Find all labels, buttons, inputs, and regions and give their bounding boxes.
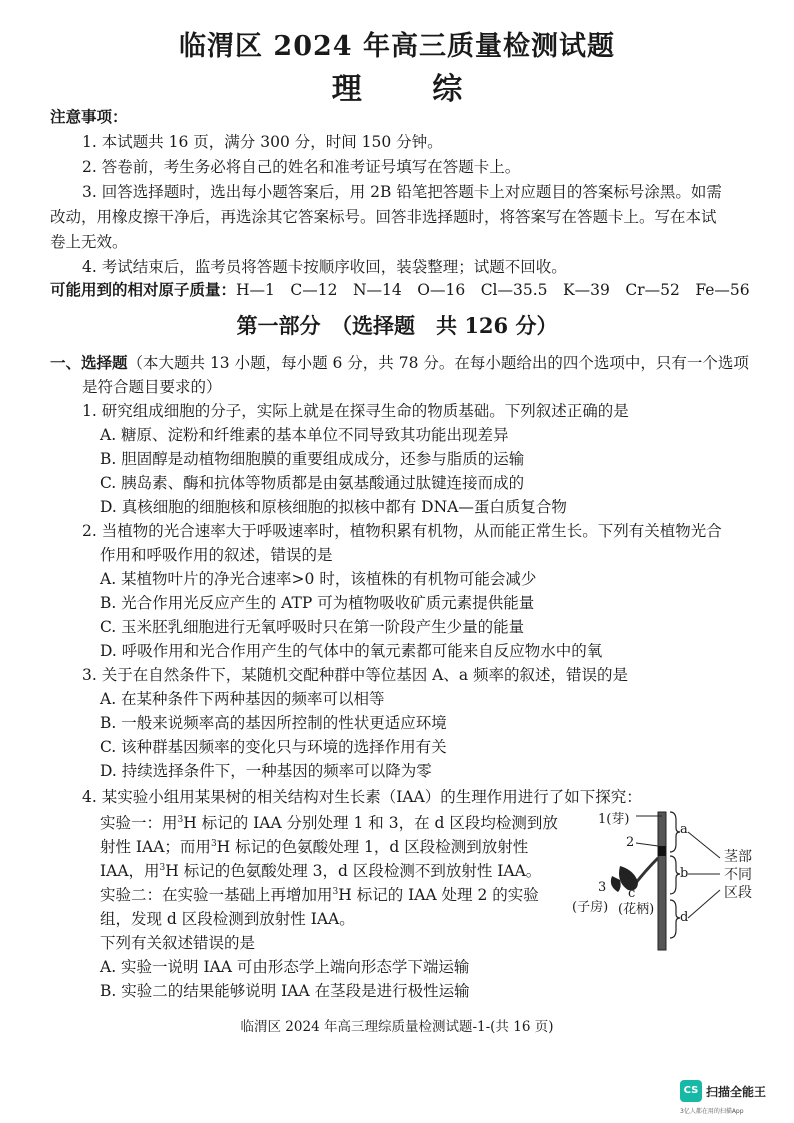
label-c: c bbox=[628, 886, 636, 901]
section-desc: （本大题共 13 小题，每小题 6 分，共 78 分。在每小题给出的四个选项中，只有一个选项 bbox=[127, 354, 749, 372]
note-item: 改动，用橡皮擦干净后，再选涂其它答案标号。回答非选择题时，将答案写在答题卡上。写在本试 bbox=[50, 208, 717, 226]
q3-option-b: B. 一般来说频率高的基因所控制的性状更适应环境 bbox=[100, 714, 447, 732]
q4-ask: 下列有关叙述错误的是 bbox=[100, 934, 256, 952]
watermark-tagline: 3亿人都在用的扫描App bbox=[680, 1108, 744, 1115]
label-seg-b: b bbox=[680, 866, 689, 881]
q1-option-a: A. 糖原、淀粉和纤维素的基本单位不同导致其功能出现差异 bbox=[100, 426, 509, 444]
q2-option-b: B. 光合作用光反应产生的 ATP 可为植物吸收矿质元素提供能量 bbox=[100, 594, 535, 612]
section-desc-cont: 是符合题目要求的） bbox=[82, 378, 222, 396]
section-header bbox=[50, 352, 749, 374]
q3-option-d: D. 持续选择条件下，一种基因的频率可以降为零 bbox=[100, 762, 432, 780]
stem-segment-diagram bbox=[572, 802, 762, 962]
notes-heading: 注意事项： bbox=[50, 107, 128, 126]
watermark-name: 扫描全能王 bbox=[706, 1085, 767, 1099]
cs-logo-icon: CS bbox=[680, 1080, 702, 1102]
label-seg-a: a bbox=[680, 822, 688, 837]
q3-option-a: A. 在某种条件下两种基因的频率可以相等 bbox=[100, 690, 385, 708]
note-item: 3. 回答选择题时，选出每小题答案后，用 2B 铅笔把答题卡上对应题目的答案标号涂黑。如需 bbox=[82, 183, 722, 201]
label-pedicel: (花柄) bbox=[618, 902, 655, 917]
q2-option-c: C. 玉米胚乳细胞进行无氧呼吸时只在第一阶段产生少量的能量 bbox=[100, 618, 525, 636]
atomic-mass-values: H—1 C—12 N—14 O—16 Cl—35.5 K—39 Cr—52 Fe—56 bbox=[236, 281, 750, 299]
label-seg-d: d bbox=[680, 910, 689, 925]
atomic-mass-label: 可能用到的相对原子质量： bbox=[50, 280, 237, 299]
q1-stem: 1. 研究组成细胞的分子，实际上就是在探寻生命的物质基础。下列叙述正确的是 bbox=[82, 402, 629, 420]
q4-exp1-line2: 射性 IAA；而用$^3$H 标记的色氨酸处理 1，d 区段检测到放射性 bbox=[100, 838, 529, 856]
note-item: 卷上无效。 bbox=[50, 233, 128, 251]
note-item: 1. 本试题共 16 页，满分 300 分，时间 150 分钟。 bbox=[82, 133, 443, 151]
label-region-1: 茎部 bbox=[724, 849, 752, 865]
q3-option-c: C. 该种群基因频率的变化只与环境的选择作用有关 bbox=[100, 738, 447, 756]
q4-option-b: B. 实验二的结果能够说明 IAA 在茎段是进行极性运输 bbox=[100, 982, 470, 1000]
label-bud: 1(芽) bbox=[598, 812, 630, 827]
label-region-3: 区段 bbox=[724, 885, 752, 901]
label-region-2: 不同 bbox=[724, 867, 752, 883]
section-label: 一、选择题 bbox=[50, 353, 128, 372]
q4-option-a: A. 实验一说明 IAA 可由形态学上端向形态学下端运输 bbox=[100, 958, 470, 976]
q4-exp1-line1: 实验一：用$^3$H 标记的 IAA 分别处理 1 和 3，在 d 区段均检测到放 bbox=[100, 814, 558, 832]
q4-stem: 4. 某实验小组用某果树的相关结构对生长素（IAA）的生理作用进行了如下探究： bbox=[82, 788, 642, 806]
scanner-watermark bbox=[680, 1080, 790, 1116]
q3-stem: 3. 关于在自然条件下，某随机交配种群中等位基因 A、a 频率的叙述，错误的是 bbox=[82, 666, 629, 684]
q1-option-c: C. 胰岛素、酶和抗体等物质都是由氨基酸通过肽键连接而成的 bbox=[100, 474, 525, 492]
q4-exp2-line2: 组，发现 d 区段检测到放射性 IAA。 bbox=[100, 910, 355, 928]
q1-option-b: B. 胆固醇是动植物细胞膜的重要组成成分，还参与脂质的运输 bbox=[100, 450, 525, 468]
q2-stem: 2. 当植物的光合速率大于呼吸速率时，植物积累有机物，从而能正常生长。下列有关植物光合 bbox=[82, 522, 722, 540]
note-item: 2. 答卷前，考生务必将自己的姓名和准考证号填写在答题卡上。 bbox=[82, 158, 521, 176]
q1-option-d: D. 真核细胞的细胞核和原核细胞的拟核中都有 DNA—蛋白质复合物 bbox=[100, 498, 567, 516]
q2-stem-cont: 作用和呼吸作用的叙述，错误的是 bbox=[100, 546, 333, 564]
q4-exp2-line1: 实验二：在实验一基础上再增加用$^3$H 标记的 IAA 处理 2 的实验 bbox=[100, 886, 539, 904]
label-ovary: (子房) bbox=[572, 900, 609, 915]
q2-option-a: A. 某植物叶片的净光合速率>0 时，该植株的有机物可能会减少 bbox=[100, 570, 537, 588]
label-point-3: 3 bbox=[598, 880, 607, 895]
q4-exp1-line3: IAA，用$^3$H 标记的色氨酸处理 3，d 区段检测不到放射性 IAA。 bbox=[100, 862, 542, 880]
q2-option-d: D. 呼吸作用和光合作用产生的气体中的氧元素都可能来自反应物水中的氧 bbox=[100, 642, 603, 660]
page-footer: 临渭区 2024 年高三理综质量检测试题-1-(共 16 页) bbox=[240, 1019, 554, 1035]
note-item: 4. 考试结束后，监考员将答题卡按顺序收回，装袋整理；试题不回收。 bbox=[82, 258, 567, 276]
subject-title: 理 综 bbox=[331, 72, 493, 107]
part1-title: 第一部分 （选择题 共 126 分） bbox=[236, 313, 558, 338]
exam-title: 临渭区 2024 年高三质量检测试题 bbox=[179, 31, 615, 62]
label-point-2: 2 bbox=[626, 835, 635, 850]
atomic-mass-line bbox=[50, 279, 750, 301]
